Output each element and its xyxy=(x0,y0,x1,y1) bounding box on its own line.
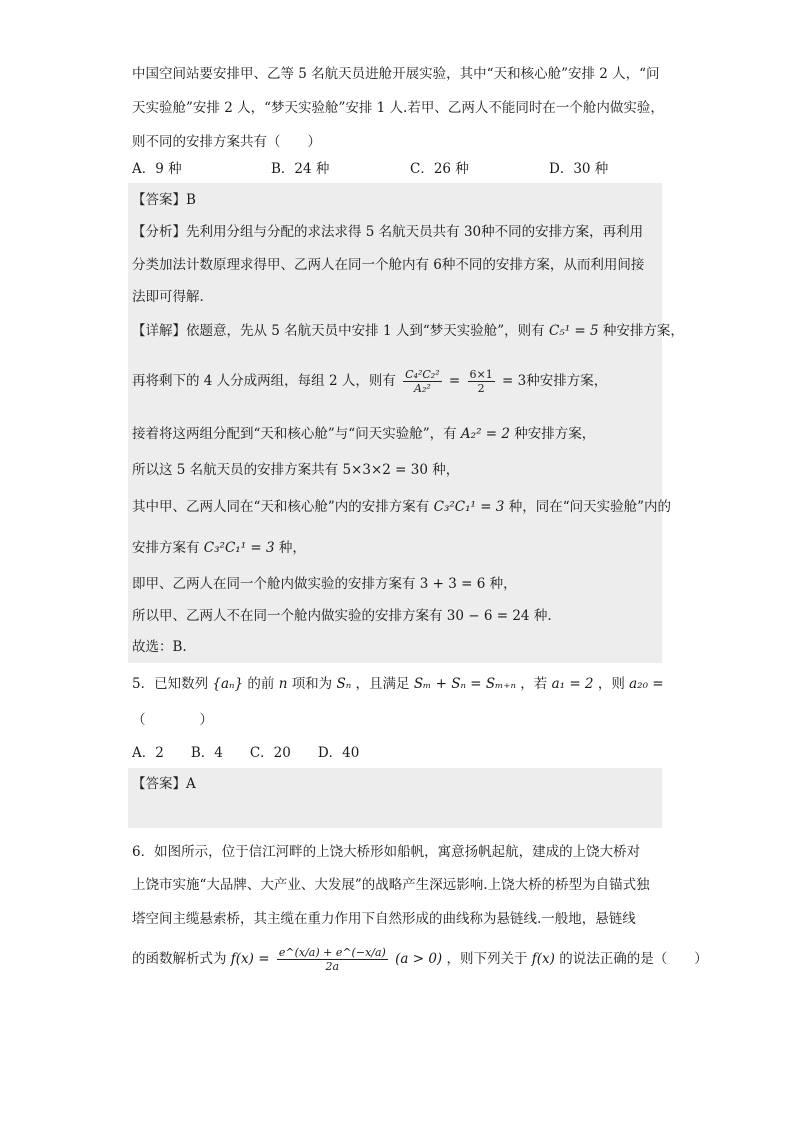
q5-n: n xyxy=(278,676,288,692)
detail5-combination: C₃²C₁¹ = 3 xyxy=(433,499,505,515)
q6-stem-line4 xyxy=(132,946,708,973)
q5-text-e: ，若 xyxy=(520,676,548,692)
frac1-numerator: C₄²C₂² xyxy=(405,368,440,381)
detail3-tail: 种安排方案， xyxy=(514,426,596,442)
q5-a20: a₂₀ = xyxy=(629,676,664,692)
detail1-text: 【详解】依题意，先从 5 名航天员中安排 1 人到“梦天实验舱”，则有 xyxy=(132,323,545,339)
q4-stem-line2: 天实验舱”安排 2 人，“梦天实验舱”安排 1 人.若甲、乙两人不能同时在一个舱内做实验， xyxy=(132,100,664,116)
q4-stem-line3: 则不同的安排方案共有（ ） xyxy=(132,134,321,150)
q5-stem-line2: （ ） xyxy=(132,712,213,728)
q4-detail-line2: 再将剩下的 4 人分成两组，每组 2 人，则有 $\frac{\text{C₄²C₂²}}{\text{A₂²}}$ = $\frac{6\times 1}{2}$ = 3种安排方案， xyxy=(132,368,608,395)
q5-text-d: ，且满足 xyxy=(355,676,410,692)
q5-solution-shade xyxy=(128,768,662,828)
q6-stem-line1: 6．如图所示，位于信江河畔的上饶大桥形如船帆，寓意扬帆起航，建成的上饶大桥对 xyxy=(132,844,641,860)
detail3-permutation: A₂² = 2 xyxy=(460,426,510,442)
q6-text-b: ，则下列关于 xyxy=(446,951,528,967)
q4-analysis-line1: 【分析】先利用分组与分配的求法求得 5 名航天员共有 30种不同的安排方案，再利用 xyxy=(132,224,644,240)
q6-fx2: f(x) xyxy=(531,951,555,967)
q4-option-a: A．9 种 xyxy=(132,161,182,177)
detail1-combination: C₅¹ = 5 xyxy=(548,323,599,339)
frac1-denominator: A₂² xyxy=(414,382,431,395)
q5-sequence: {aₙ} xyxy=(212,676,244,692)
q5-sn: Sₙ xyxy=(336,676,352,692)
frac2-denominator: 2 xyxy=(477,382,485,395)
detail3-text: 接着将这两组分配到“天和核心舱”与“问天实验舱”，有 xyxy=(132,426,457,442)
q4-option-d: D．30 种 xyxy=(549,161,609,177)
q6-frac-numerator: e^(x/a) + e^(−x/a) xyxy=(278,946,386,959)
q5-stem-line1 xyxy=(132,674,664,694)
detail2-fraction-2 xyxy=(468,368,495,395)
q5-answer: 【答案】A xyxy=(132,776,196,792)
q4-detail-line7: 即甲、乙两人在同一个舱内做实验的安排方案有 3 + 3 = 6 种， xyxy=(132,576,517,592)
q4-detail-line6 xyxy=(132,538,306,558)
detail2-tail: = 3种安排方案， xyxy=(502,373,608,389)
q5-options: A．2 B．4 C．20 D．40 xyxy=(132,745,360,761)
q4-option-b: B．24 种 xyxy=(271,161,330,177)
q5-text-c: 项和为 xyxy=(291,676,333,692)
detail2-fraction-1 xyxy=(403,368,441,395)
q5-text-a: 5．已知数列 xyxy=(132,676,209,692)
q6-frac-denominator: 2a xyxy=(325,960,340,973)
q6-fx: f(x) = xyxy=(230,951,270,967)
q4-analysis-line2: 分类加法计数原理求得甲、乙两人在同一个舱内有 6种不同的安排方案，从而利用间接 xyxy=(132,257,645,273)
q4-option-c: C．26 种 xyxy=(410,161,469,177)
detail5-text: 其中甲、乙两人同在“天和核心舱”内的安排方案有 xyxy=(132,499,430,515)
q4-detail-line4: 所以这 5 名航天员的安排方案共有 5×3×2 = 30 种， xyxy=(132,462,460,478)
q5-equation: Sₘ + Sₙ = Sₘ₊ₙ xyxy=(413,676,516,692)
detail6-text: 安排方案有 xyxy=(132,540,200,556)
detail1-tail: 种安排方案， xyxy=(602,323,684,339)
detail5-tail: 种，同在“问天实验舱”内的 xyxy=(508,499,672,515)
q6-catenary-fraction xyxy=(277,946,388,973)
frac2-numerator: 6×1 xyxy=(469,368,493,381)
q6-stem-line3: 塔空间主缆悬索桥，其主缆在重力作用下自然形成的曲线称为悬链线.一般地，悬链线 xyxy=(132,911,636,927)
detail6-tail: 种， xyxy=(278,540,306,556)
q6-condition: (a > 0) xyxy=(395,951,443,967)
q4-detail-line1 xyxy=(132,321,684,341)
q5-text-b: 的前 xyxy=(247,676,275,692)
q4-detail-line3 xyxy=(132,424,595,444)
q6-text-a: 的函数解析式为 xyxy=(132,951,227,967)
detail2-text: 再将剩下的 4 人分成两组，每组 2 人，则有 xyxy=(132,373,396,389)
q6-stem-line2: 上饶市实施“大品牌、大产业、大发展”的战略产生深远影响.上饶大桥的桥型为自锚式独 xyxy=(132,877,650,893)
q5-a1: a₁ = 2 xyxy=(551,676,594,692)
q4-answer: 【答案】B xyxy=(132,192,196,208)
q4-stem-line1: 中国空间站要安排甲、乙等 5 名航天员进舱开展实验，其中“天和核心舱”安排 2 人，“问 xyxy=(132,66,660,82)
q5-text-f: ，则 xyxy=(597,676,625,692)
detail6-combination: C₃²C₁¹ = 3 xyxy=(203,540,275,556)
q6-text-c: 的说法正确的是（ ） xyxy=(559,951,708,967)
q4-detail-line9: 故选：B. xyxy=(132,639,187,655)
q4-detail-line5 xyxy=(132,497,671,517)
q4-detail-line8: 所以甲、乙两人不在同一个舱内做实验的安排方案有 30 − 6 = 24 种. xyxy=(132,608,552,624)
q4-analysis-line3: 法即可得解. xyxy=(132,289,204,305)
